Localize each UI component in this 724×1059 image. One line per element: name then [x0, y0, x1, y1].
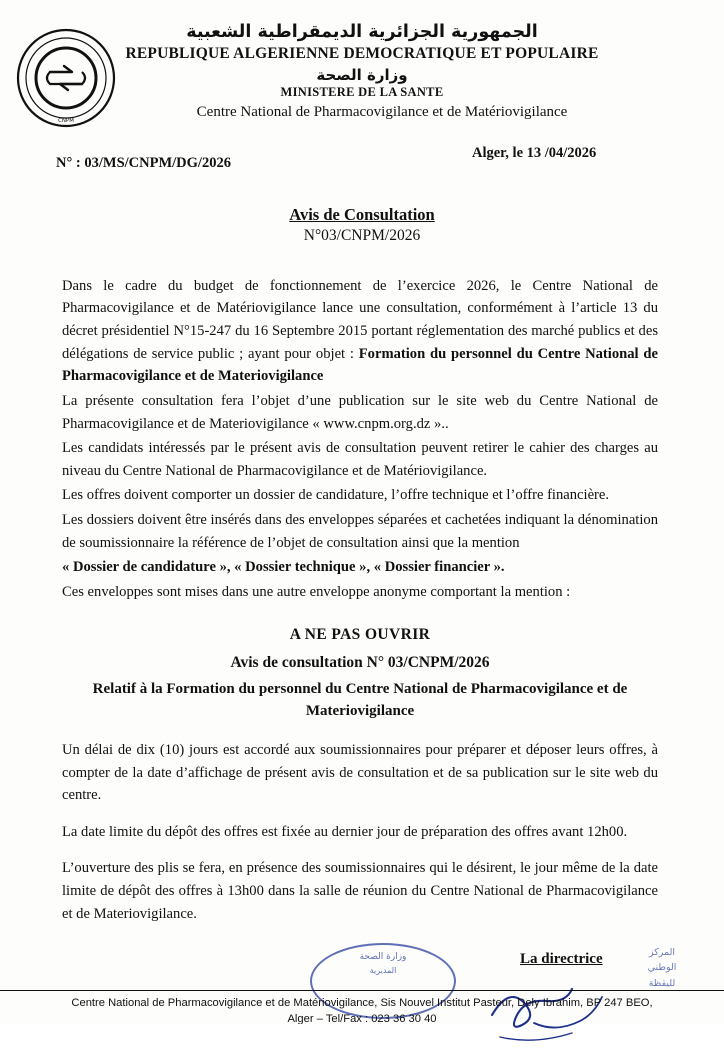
side-stamp-line3: لليقظة — [648, 977, 676, 989]
page-title: Avis de Consultation — [289, 204, 435, 224]
paragraph-object — [62, 275, 658, 388]
document-title-block — [0, 205, 724, 245]
page-title-reference: N°03/CNPM/2026 — [303, 226, 421, 244]
document-header — [0, 0, 724, 124]
header-arabic-ministry: وزارة الصحة — [316, 65, 408, 84]
notice-subject: Relatif à la Formation du personnel du Centre National de Pharmacovigilance et de Materiovigilance — [92, 681, 628, 720]
svg-text:CNPM: CNPM — [58, 118, 74, 124]
cnpm-logo — [14, 26, 118, 130]
notice-do-not-open: A NE PAS OUVRIR — [289, 626, 431, 644]
paragraph-anonymous-envelope: Ces enveloppes sont mises dans une autre enveloppe anonyme comportant la mention : — [62, 583, 571, 600]
paragraph-opening-session: L’ouverture des plis se fera, en présence des soumissionnaires qui le désirent, le jour même de la date limite de dépôt des offres à 13h00 dans la salle de réunion du Centre National de Pharmacovigilance et de Materiovigilance. — [62, 860, 658, 922]
envelope-notice-block — [62, 623, 658, 723]
paragraph-submission-deadline: La date limite du dépôt des offres est fixée au dernier jour de préparation des offres avant 12h00. — [62, 823, 628, 840]
paragraph-withdrawal: Les candidats intéressés par le présent avis de consultation peuvent retirer le cahier des charges au niveau du Centre National de Pharmacovigilance et de Matériovigilance. — [62, 440, 658, 479]
header-french-ministry: MINISTERE DE LA SANTE — [280, 84, 444, 99]
signatory-title: La directrice — [520, 951, 603, 968]
paragraph-envelope-labels: « Dossier de candidature », « Dossier technique », « Dossier financier ». — [62, 559, 505, 576]
paragraph-object-text: Dans le cadre du budget de fonctionnement de l’exercice 2026, le Centre National de Pharmacovigilance et de Matériovigilance lance une consultation, conformément à l’article 13 du décret présidentiel N°15-247 du 16 Septembre 2015 portant réglementation des marché publics et des délégations de service public ; ayant pour objet : — [62, 277, 658, 362]
paragraph-deadline-delay: Un délai de dix (10) jours est accordé aux soumissionnaires pour préparer et déposer leurs offres, à compter de la date d’affichage de présent avis de consultation et de sa publication sur le site web du centre. — [62, 741, 658, 804]
reference-number: N° : 03/MS/CNPM/DG/2026 — [56, 154, 231, 171]
round-stamp-line1: وزارة الصحة — [359, 952, 407, 963]
header-center-name: Centre National de Pharmacovigilance et de Matériovigilance — [196, 103, 568, 120]
paragraph-publication: La présente consultation fera l’objet d’une publication sur le site web du Centre National de Pharmacovigilance et de Materiovigilance « www.cnpm.org.dz ».. — [62, 392, 658, 432]
place-and-date: Alger, le 13 /04/2026 — [472, 144, 597, 161]
notice-consultation-reference: Avis de consultation N° 03/CNPM/2026 — [230, 654, 490, 672]
document-footer — [0, 990, 724, 1024]
side-stamp-line1: المركز — [648, 947, 676, 959]
document-body — [62, 275, 658, 925]
paragraph-envelopes: Les dossiers doivent être insérés dans des enveloppes séparées et cachetées indiquant la dénomination de soumissionnaire la référence de l’objet de consultation ainsi que la mention — [62, 511, 658, 551]
reference-row — [0, 144, 724, 177]
round-stamp-line2: المديرية — [369, 965, 397, 975]
header-arabic-republic: الجمهورية الجزائرية الديمقراطية الشعبية — [186, 22, 538, 42]
header-french-republic: REPUBLIQUE ALGERIENNE DEMOCRATIQUE ET POPULAIRE — [125, 44, 599, 62]
paragraph-offer-content: Les offres doivent comporter un dossier de candidature, l’offre technique et l’offre financière. — [62, 487, 610, 504]
footer-address: Centre National de Pharmacovigilance et de Matériovigilance, Sis Nouvel Institut Pasteur, Dely Ibrahim, BP 247 BEO, — [71, 997, 653, 1009]
consultation-object: Formation du personnel du Centre National de Pharmacovigilance et de Materiovigilance — [62, 345, 658, 385]
side-stamp-line2: الوطني — [647, 962, 677, 974]
footer-contact: Alger – Tel/Fax : 023 36 30 40 — [287, 1012, 437, 1024]
